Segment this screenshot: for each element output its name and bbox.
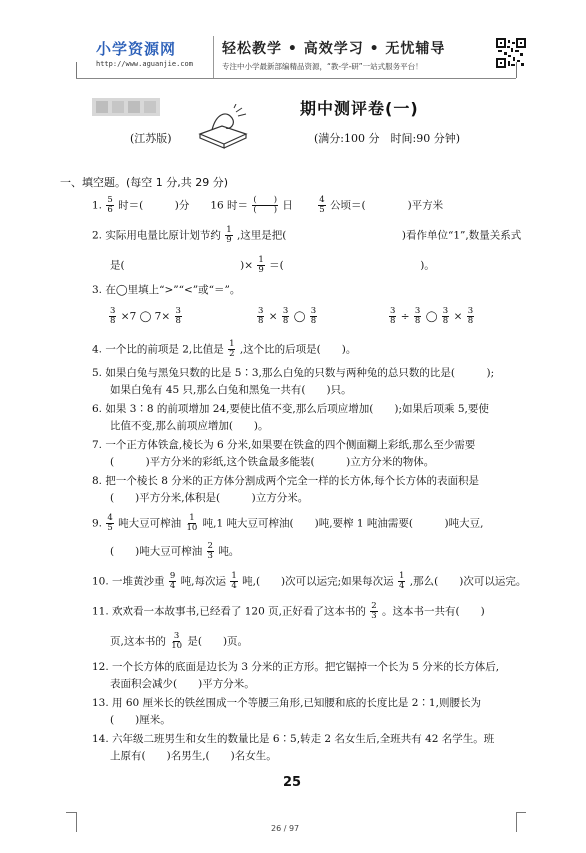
question-2 [92,226,521,245]
question-9 [92,514,483,533]
denominator: 8 [414,316,421,326]
fraction-3-8 [442,307,449,326]
numerator: 3 [110,306,116,316]
numerator: 4 [107,513,113,523]
fraction-3-8 [175,307,182,326]
denominator: 8 [110,316,116,326]
q1-number: 1. [92,199,103,212]
question-7-line-2: ( )平方分米的彩纸,这个铁盒最多能装( )立方分米的物体。 [110,456,435,468]
crop-mark-top-left [76,62,77,78]
numerator: 3 [173,631,180,641]
q2-text-3: 是( )× [110,259,253,272]
fraction-1-2 [228,340,235,359]
numerator: 1 [226,225,232,235]
fraction-2-3 [370,602,377,621]
numerator: 3 [258,306,264,316]
denominator: 3 [371,611,377,621]
numerator: 3 [310,306,317,316]
denominator: 8 [258,316,264,326]
section-heading: 一、填空题。(每空 1 分,共 29 分) [60,176,229,189]
question-14: 14. 六年级二班男生和女生的数量比是 6∶5,转走 2 名女生后,全班共有 42 名学生。班 [92,733,495,745]
exam-edition: (江苏版) [130,132,172,145]
denominator: 8 [310,316,317,326]
denominator: ( ) [253,205,278,215]
compare-circle[interactable]: ◯ [425,310,438,323]
fraction-1-9 [257,256,264,275]
fraction-3-10 [170,632,183,651]
q10-text: 10. 一堆黄沙重 [92,575,165,588]
exam-score-time: (满分:100 分 时间:90 分钟) [314,132,460,145]
fraction-4-5 [106,514,113,533]
q3-expr-1-text: ×7 ◯ 7× [120,310,171,323]
denominator: 8 [175,316,181,326]
denominator: 5 [319,205,325,215]
header-rule [76,78,516,79]
question-14-line-2: 上原有( )名男生,( )名女生。 [110,750,277,762]
denominator: 4 [399,581,405,591]
question-11 [92,602,485,621]
q10-text-3: 吨,( )次可以运完;如果每次运 [242,575,394,588]
numerator: 3 [414,306,421,316]
numerator: 1 [258,255,264,265]
crop-mark-bottom-right-h [516,812,526,813]
q11-text-4: 是( )页。 [187,635,249,648]
q9-text-2: 吨,1 吨大豆可榨油( )吨,要榨 1 吨油需要( )吨大豆, [202,517,484,530]
question-3-expr-2 [256,307,318,326]
numerator: 3 [282,306,289,316]
denominator: 8 [390,316,396,326]
q4-text-2: ,这个比的后项是( )。 [239,343,357,356]
fraction-2-3 [207,542,214,561]
question-13-line-2: ( )厘米。 [110,714,171,726]
question-1 [92,196,443,215]
fraction-3-8 [109,307,116,326]
question-3: 3. 在◯里填上“>”“<”或“＝”。 [92,284,241,296]
crop-mark-top-right [516,62,517,78]
header-divider [213,36,214,78]
numerator: 1 [399,571,405,581]
exam-title: 期中测评卷(一) [300,99,419,118]
denominator: 8 [442,316,449,326]
q9-text: 吨大豆可榨油 [118,517,182,530]
question-4 [92,340,356,359]
operator-divide: ÷ [400,310,410,323]
denominator: 9 [226,235,232,245]
fraction-blank [252,196,278,215]
fraction-1-10 [185,514,198,533]
denominator: 10 [171,641,183,651]
fraction-3-8 [282,307,289,326]
fraction-3-8 [414,307,421,326]
qr-code-icon [496,38,526,68]
page-counter: 26 / 97 [271,824,300,833]
crop-mark-bottom-left [76,812,77,832]
fraction-5-6 [106,196,113,215]
question-5: 5. 如果白兔与黑兔只数的比是 5∶3,那么白兔的只数与两种兔的总只数的比是( ); [92,367,495,379]
denominator: 10 [186,523,198,533]
q2-text-2: ,这里是把( )看作单位“1”,数量关系式 [236,229,522,242]
fraction-3-8 [467,307,474,326]
numerator: 2 [371,601,377,611]
numerator: 5 [107,195,113,205]
decorative-title-art [90,92,162,122]
crop-mark-bottom-right [516,812,517,832]
denominator: 8 [282,316,289,326]
q4-text: 4. 一个比的前项是 2,比值是 [92,343,224,356]
q10-text-2: 吨,每次运 [180,575,226,588]
book-illustration-icon [196,104,252,150]
numerator: 2 [207,541,213,551]
question-8: 8. 把一个棱长 8 分米的正方体分割成两个完全一样的长方体,每个长方体的表面积是 [92,475,480,487]
question-7: 7. 一个正方体铁盒,棱长为 6 分米,如果要在铁盒的四个侧面糊上彩纸,那么至少需要 [92,439,476,451]
fraction-1-9 [225,226,232,245]
fraction-1-4 [398,572,405,591]
numerator: 1 [231,571,237,581]
page-number: 25 [283,775,302,790]
question-5-line-2: 如果白兔有 45 只,那么白兔和黑兔一共有( )只。 [110,384,352,396]
question-6: 6. 如果 3∶8 的前项增加 24,要使比值不变,那么后项应增加( );如果后项乘 5,要使 [92,403,489,415]
q2-text: 2. 实际用电量比原计划节约 [92,229,221,242]
q11-text-2: 。这本书一共有( ) [382,605,485,618]
fraction-3-8 [257,307,264,326]
numerator: 1 [229,339,235,349]
operator-times: × [453,310,463,323]
fraction-4-5 [318,196,325,215]
question-8-line-2: ( )平方分米,体积是( )立方分米。 [110,492,309,504]
numerator: 3 [442,306,449,316]
question-6-line-2: 比值不变,那么前项应增加( )。 [110,420,269,432]
numerator: 3 [175,306,181,316]
numerator: 9 [169,571,176,581]
fraction-3-8 [310,307,317,326]
question-13: 13. 用 60 厘米长的铁丝围成一个等腰三角形,已知腰和底的长度比是 2∶1,则腰长为 [92,697,481,709]
numerator: 4 [319,195,325,205]
q1-text: 时＝( )分 16 时＝ [118,199,249,212]
question-11-line-2 [110,632,248,651]
header-tagline: 专注中小学最新部编精品资源，“教-学-研”一站式服务平台！ [222,62,423,71]
numerator: ( ) [253,195,278,205]
operator-times: × [268,310,278,323]
question-12: 12. 一个长方体的底面是边长为 3 分米的正方形。把它锯掉一个长为 5 分米的长方体后, [92,661,500,673]
numerator: 3 [390,306,396,316]
question-2-line-2 [110,256,435,275]
question-12-line-2: 表面积会减少( )平方分米。 [110,678,255,690]
q1-text-2: 日 [282,199,314,212]
header-slogan: 轻松教学 • 高效学习 • 无忧辅导 [222,41,446,57]
question-3-expr-1 [108,307,183,326]
q11-text: 11. 欢欢看一本故事书,已经看了 120 页,正好看了这本书的 [92,605,366,618]
fraction-1-4 [230,572,237,591]
site-brand: 小学资源网 [96,40,177,58]
denominator: 3 [207,551,213,561]
q2-text-4: ＝( )。 [269,259,435,272]
denominator: 4 [169,581,176,591]
q9-text-4: 吨。 [218,545,240,558]
q10-text-4: ,那么( )次可以运完。 [409,575,527,588]
denominator: 5 [107,523,113,533]
denominator: 9 [258,265,264,275]
denominator: 8 [467,316,474,326]
crop-mark-bottom-left-h [66,812,76,813]
question-9-line-2 [110,542,239,561]
denominator: 6 [107,205,113,215]
fraction-3-8 [389,307,396,326]
fraction-9-4 [169,572,176,591]
numerator: 3 [467,306,474,316]
q11-text-3: 页,这本书的 [110,635,166,648]
denominator: 4 [231,581,237,591]
site-url: http://www.aguanjie.com [96,60,193,68]
q9-number: 9. [92,517,103,530]
q1-text-3: 公顷＝( )平方米 [329,199,444,212]
question-3-expr-3 [388,307,475,326]
compare-circle[interactable]: ◯ [293,310,306,323]
question-10 [92,572,526,591]
q9-text-3: ( )吨大豆可榨油 [110,545,203,558]
denominator: 2 [229,349,235,359]
numerator: 1 [189,513,195,523]
